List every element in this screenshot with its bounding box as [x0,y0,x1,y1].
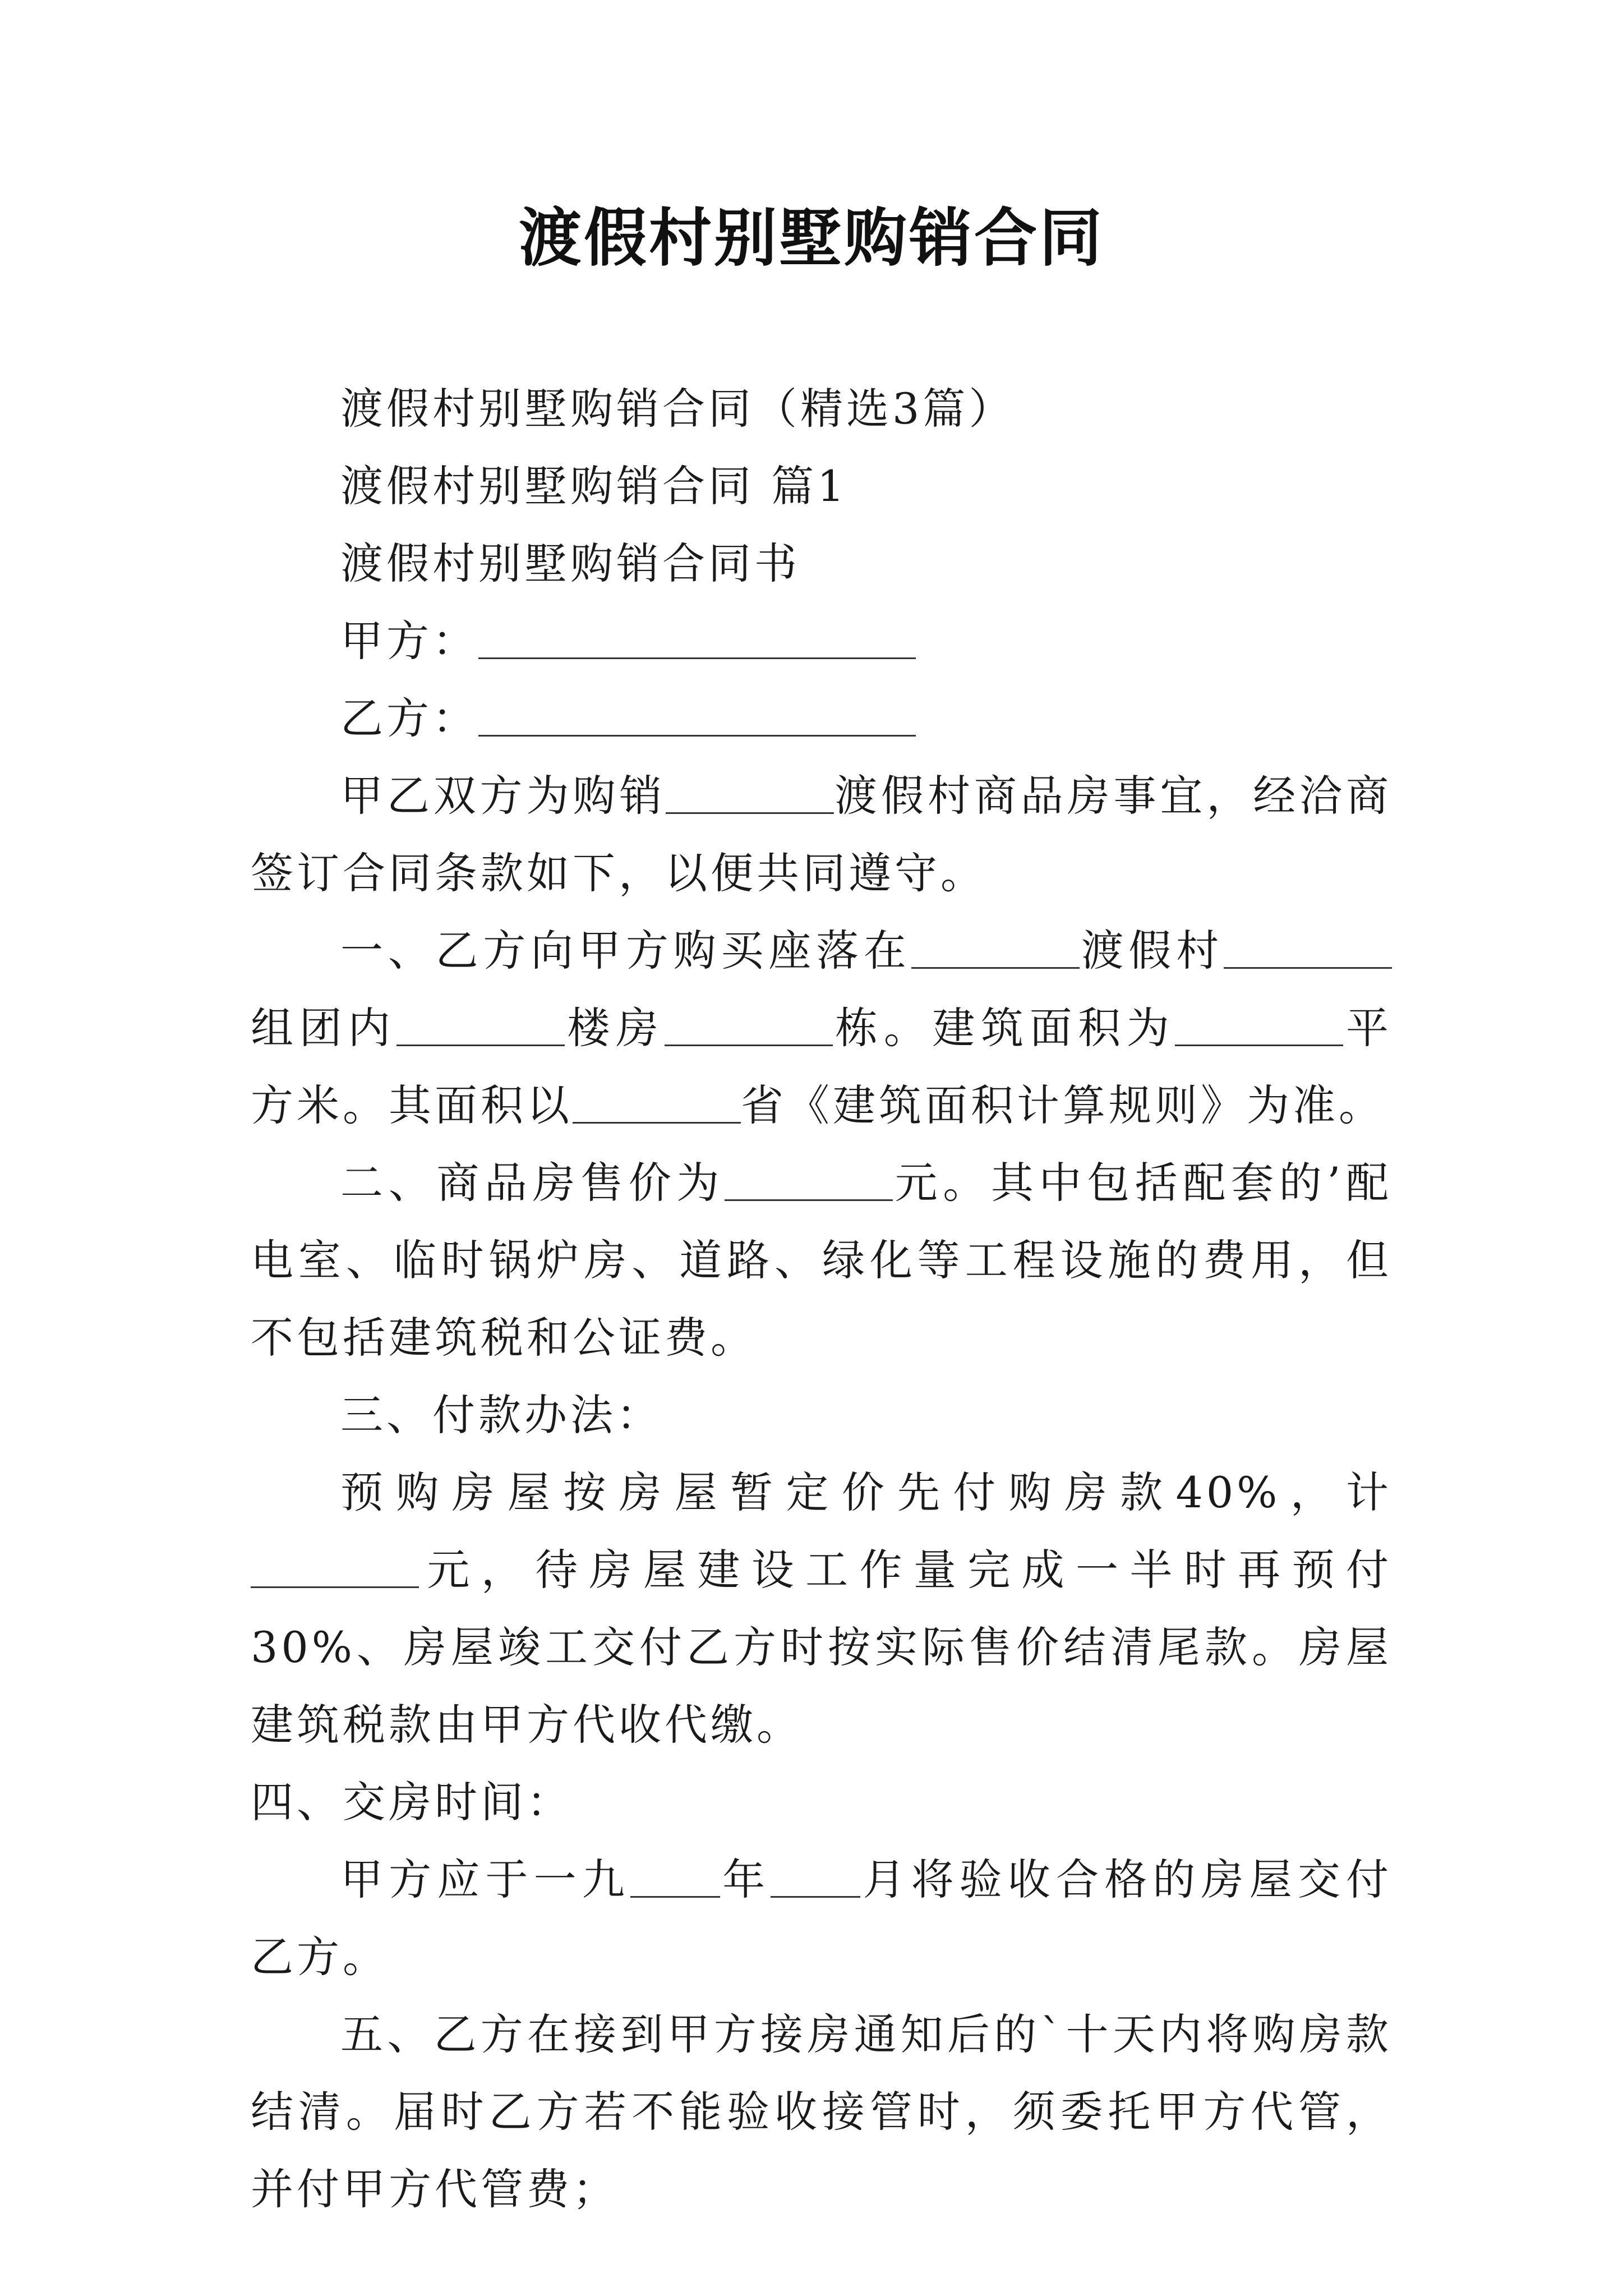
clause-4-heading: 四、交房时间： [251,1777,573,1827]
party-a-blank [478,615,916,659]
clause-1: 一、乙方向甲方购买座落在 渡假村组团内 楼房 栋。建筑面积为 平方米。其面积以 省《建筑面积计算规则》为准。 [251,926,1393,1130]
fill-blank [771,1853,860,1898]
section-heading: 渡假村别墅购销合同 篇1 [340,461,848,511]
party-a-line: 甲方： [251,602,1392,680]
intro-paragraph: 甲乙双方为购销 渡假村商品房事宜，经洽商签订合同条款如下，以便共同遵守。 [251,771,1393,898]
fill-blank [666,770,834,814]
document-body [251,370,1392,2228]
fill-blank [1224,924,1392,969]
fill-blank [251,1544,419,1588]
fill-blank [573,1079,741,1124]
document-title: 渡假村别墅购销合同 [519,202,1104,275]
clause-4-body: 甲方应于一九 年 月将验收合格的房屋交付乙方。 [251,1855,1393,1982]
fill-blank [665,1002,833,1046]
clause-2: 二、商品房售价为 元。其中包括配套的’配电室、临时锅炉房、道路、绿化等工程设施的费用，但不包括建筑税和公证费。 [251,1158,1392,1363]
fill-blank [630,1853,720,1898]
party-b-line: 乙方： [251,680,1392,757]
fill-blank [1175,1002,1343,1046]
clause-3-body: 预购房屋按房屋暂定价先付购房款40%，计元，待房屋建设工作量完成一半时再预付30%、房屋竣工交付乙方时按实际售价结清尾款。房屋建筑税款由甲方代收代缴。 [251,1467,1392,1750]
party-b-blank [478,692,916,737]
fill-blank [725,1157,893,1201]
subtitle-line: 渡假村别墅购销合同（精选3篇） [340,384,1015,434]
contract-heading: 渡假村别墅购销合同书 [340,539,800,588]
fill-blank [396,1002,565,1046]
fill-blank [911,924,1080,969]
clause-5: 五、乙方在接到甲方接房通知后的`十天内将购房款结清。届时乙方若不能验收接管时，须委托甲方代管，并付甲方代管费； [251,2009,1392,2214]
clause-3-heading: 三、付款办法： [340,1390,662,1440]
